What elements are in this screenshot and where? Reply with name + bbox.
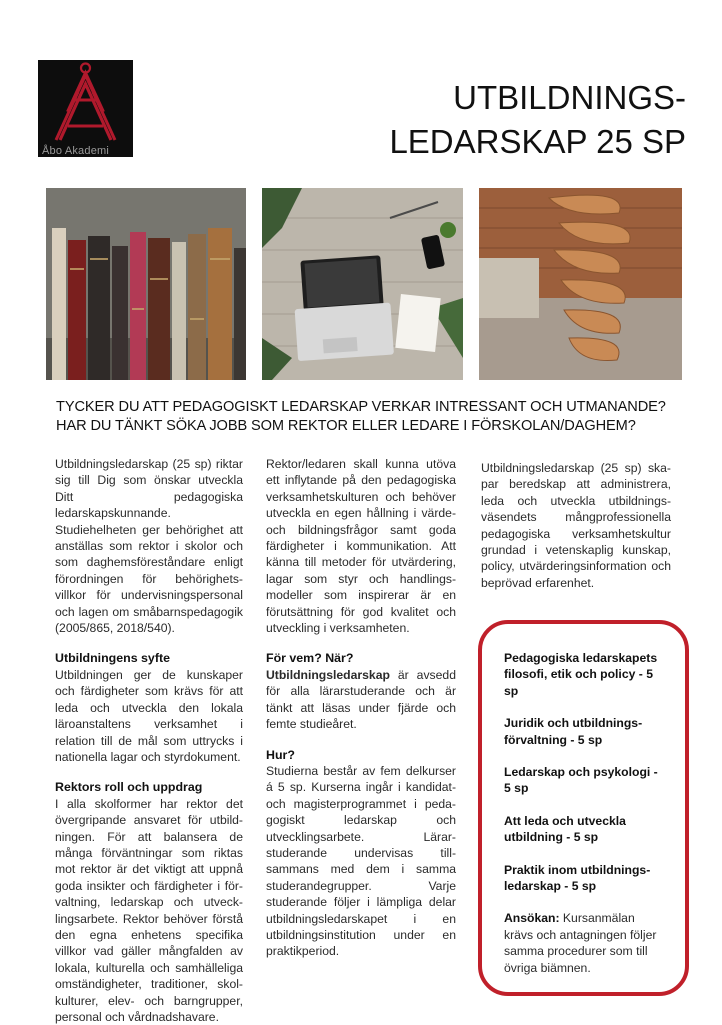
books-photo <box>46 188 246 380</box>
col2-bold-term: Utbildningsledarskap <box>266 667 390 682</box>
col1-paragraph-rektor: I alla skolformer har rektor det övergripande ansvaret för utbild-ningen. För att balansera de många förväntningar som riktas mot rektor är det viktigt att uppnå goda insikter och färdigheter i för-valtning, ledarskap och utveck-lingsarbete. Rektor behöver förstå den egna enhetens specifika villkor vad gäller mångfalden av lokala, kulturella och samhälleliga omständigheter, traditioner, skol-kulturer, elev- och barngrupper, personal och vårdnadshavare. <box>55 796 243 1024</box>
staircase-photo <box>479 188 682 380</box>
course-item: Att leda och utveckla utbildning - 5 sp <box>504 813 626 845</box>
col3-intro: Utbildningsledarskap (25 sp) ska-par beredskap att administrera, leda och utveckla utbildnings-väsendets mångprofessionella pedagogiska verksamhetskultur grundad i vetenskaplig kunskap, policy, utvärderingsinformation och beprövad erfarenhet. <box>481 461 671 590</box>
page-title <box>389 76 686 164</box>
course-item: Ledarskap och psykologi - 5 sp <box>504 765 658 796</box>
title-line-2: LEDARSKAP 25 SP <box>389 123 686 160</box>
staircase-image <box>479 188 682 380</box>
application-text: Kursanmälan krävs och antagningen följer samma procedurer som till övriga biämnen. <box>504 911 657 975</box>
abo-akademi-logo <box>38 60 133 157</box>
headline: TYCKER DU ATT PEDAGOGISKT LEDARSKAP VERKAR INTRESSANT OCH UTMANANDE? HAR DU TÄNKT SÖKA JOBB SOM REKTOR ELLER LEDARE I FÖRSKOLAN/DAGHEM? <box>56 399 666 434</box>
col1-intro: Utbildningsledarskap (25 sp) riktar sig till Dig som önskar utveckla Ditt pedagogiska ledarskapskunnande. Studiehelheten ger behörighet att anställas som rektor i skolor och som daghemsföreståndare enligt förordningen för behörighets-villkor för undervisningspersonal och lagen om småbarnspedagogik (2005/865, 2018/540). <box>55 457 243 636</box>
col1-heading-syfte: Utbildningens syfte <box>55 651 170 666</box>
col1-paragraph-syfte: Utbildningen ger de kunskaper och färdigheter som krävs för att leda och utveckla den lokala läroanstaltens verksamhet i relation till de mål som uttrycks i nationella lagar och styrdokument. <box>55 667 243 764</box>
col2-paragraph-for-vem <box>266 667 456 733</box>
col1-heading-rektor: Rektors roll och uppdrag <box>55 780 203 795</box>
laptop-photo <box>262 188 463 380</box>
col2-paragraph-hur: Studierna består av fem delkurser á 5 sp. Kurserna ingår i kandidat- och magisterprogrammet i peda-gogiskt ledarskap och utvecklingsarbete. Lärar-studerande undervisas till-sammans med dem i samma studerandegrupper. Varje studerande följer i lämpliga delar utbildningsledarskapet i en utbildningsinstitution under en praktikperiod. <box>266 763 456 959</box>
course-list-box <box>478 620 689 996</box>
course-item: Praktik inom utbildnings-ledarskap - 5 sp <box>504 862 651 894</box>
title-line-1: UTBILDNINGS- <box>453 79 686 116</box>
col2-intro: Rektor/ledaren skall kunna utöva ett inflytande på den pedagogiska verksamhetskulturen och behöver utveckla en egen hållning i värde-och bildningsfrågor samt goda färdigheter i kommunikation. Att känna till metoder för utvärdering, lagar som styr och handlings-modeller som inspirerar är en förutsättning för god kvalitet och utveckling i verksamheten. <box>266 457 456 636</box>
application-label: Ansökan: <box>504 911 560 926</box>
column-1 <box>55 456 243 1025</box>
column-3 <box>481 460 671 591</box>
laptop-image <box>262 188 463 380</box>
logo-mark-icon <box>38 60 133 142</box>
logo-text: Åbo Akademi <box>42 145 110 157</box>
column-2 <box>266 456 456 960</box>
col2-paragraph-rest: är avsedd för alla lärarstuderande och är tänkt att läsas under fjärde och femte studieåret. <box>266 667 456 732</box>
course-item: Pedagogiska ledarskapets filosofi, etik och policy - 5 sp <box>504 651 658 698</box>
course-item: Juridik och utbildnings-förvaltning - 5 sp <box>504 716 643 747</box>
col2-heading-for-vem: För vem? När? <box>266 651 354 666</box>
books-image <box>46 188 246 380</box>
application-note <box>504 910 665 976</box>
col2-heading-hur: Hur? <box>266 747 295 762</box>
